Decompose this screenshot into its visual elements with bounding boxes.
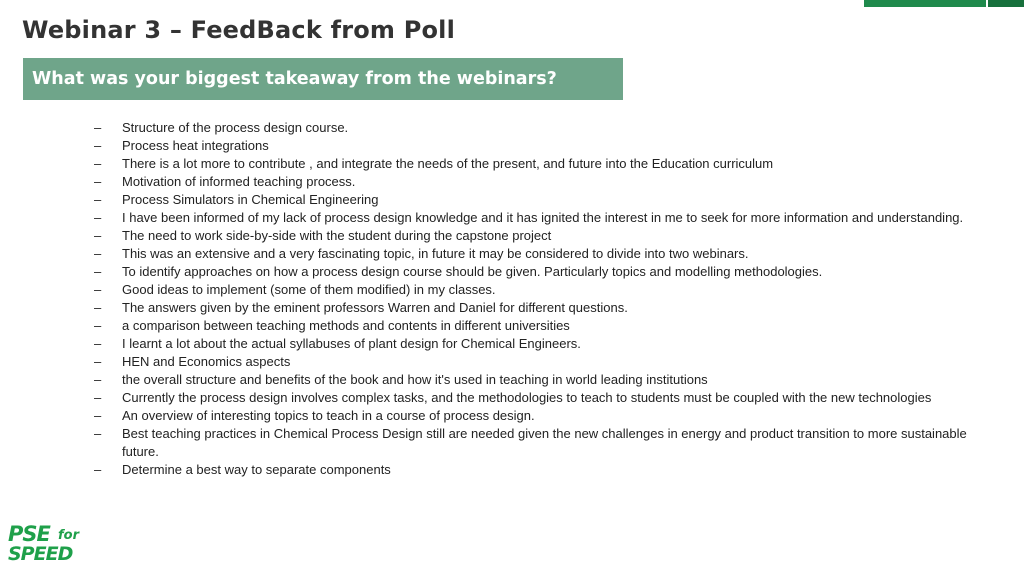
response-item: [94, 281, 974, 299]
top-accent-bar: [864, 0, 986, 7]
bullet-dash: –: [94, 354, 102, 369]
response-item: [94, 245, 974, 263]
bullet-dash: –: [94, 390, 102, 405]
bullet-dash: –: [94, 426, 102, 441]
response-item: [94, 353, 974, 371]
response-text: Good ideas to implement (some of them modified) in my classes.: [122, 282, 496, 297]
response-list: [94, 119, 974, 479]
bullet-dash: –: [94, 246, 102, 261]
response-item: [94, 137, 974, 155]
response-item: [94, 317, 974, 335]
response-item: [94, 173, 974, 191]
logo-for-text: for: [58, 528, 79, 543]
bullet-dash: –: [94, 210, 102, 225]
bullet-dash: –: [94, 192, 102, 207]
response-item: [94, 371, 974, 389]
response-text: Determine a best way to separate components: [122, 462, 391, 477]
response-text: Structure of the process design course.: [122, 120, 349, 135]
response-text: There is a lot more to contribute , and integrate the needs of the present, and future into the Education curriculum: [122, 156, 774, 171]
bullet-dash: –: [94, 120, 102, 135]
response-text: a comparison between teaching methods and contents in different universities: [122, 318, 570, 333]
response-item: [94, 227, 974, 245]
response-text: Process heat integrations: [122, 138, 269, 153]
response-text: The answers given by the eminent professors Warren and Daniel for different questions.: [122, 300, 628, 315]
response-item: [94, 407, 974, 425]
question-banner: [23, 58, 623, 100]
bullet-dash: –: [94, 264, 102, 279]
response-text: This was an extensive and a very fascinating topic, in future it may be considered to divide into two webinars.: [122, 246, 749, 261]
response-text: Motivation of informed teaching process.: [122, 174, 356, 189]
bullet-dash: –: [94, 300, 102, 315]
bullet-dash: –: [94, 372, 102, 387]
response-item: [94, 299, 974, 317]
response-text: To identify approaches on how a process design course should be given. Particularly topics and modelling methodologies.: [122, 264, 823, 279]
response-item: [94, 209, 974, 227]
bullet-dash: –: [94, 318, 102, 333]
response-text: the overall structure and benefits of the book and how it's used in teaching in world leading institutions: [122, 372, 708, 387]
response-text: An overview of interesting topics to teach in a course of process design.: [122, 408, 535, 423]
logo-pse-text: PSE: [8, 522, 50, 546]
bullet-dash: –: [94, 174, 102, 189]
pse-for-speed-logo: [8, 522, 92, 566]
response-item: [94, 119, 974, 137]
response-text: I have been informed of my lack of process design knowledge and it has ignited the interest in me to seek for more information and understanding.: [122, 210, 964, 225]
top-accent-bar-end: [988, 0, 1024, 7]
response-item: [94, 461, 974, 479]
response-item: [94, 155, 974, 173]
response-item: [94, 263, 974, 281]
response-item: [94, 335, 974, 353]
bullet-dash: –: [94, 228, 102, 243]
response-text: I learnt a lot about the actual syllabuses of plant design for Chemical Engineers.: [122, 336, 581, 351]
bullet-dash: –: [94, 282, 102, 297]
response-item: [94, 191, 974, 209]
response-item: [94, 389, 974, 407]
bullet-dash: –: [94, 408, 102, 423]
response-text: Currently the process design involves complex tasks, and the methodologies to teach to students must be coupled with the new technologies: [122, 390, 932, 405]
response-text: HEN and Economics aspects: [122, 354, 291, 369]
bullet-dash: –: [94, 336, 102, 351]
logo-speed-text: SPEED: [8, 543, 73, 565]
bullet-dash: –: [94, 462, 102, 477]
bullet-dash: –: [94, 156, 102, 171]
question-text: What was your biggest takeaway from the webinars?: [32, 69, 557, 89]
response-text: The need to work side-by-side with the student during the capstone project: [122, 228, 552, 243]
response-text: Process Simulators in Chemical Engineering: [122, 192, 379, 207]
response-item: [94, 425, 974, 461]
slide-title: Webinar 3 – FeedBack from Poll: [22, 16, 456, 44]
bullet-dash: –: [94, 138, 102, 153]
response-text: Best teaching practices in Chemical Process Design still are needed given the new challenges in energy and product transition to more sustainable future.: [122, 426, 967, 459]
